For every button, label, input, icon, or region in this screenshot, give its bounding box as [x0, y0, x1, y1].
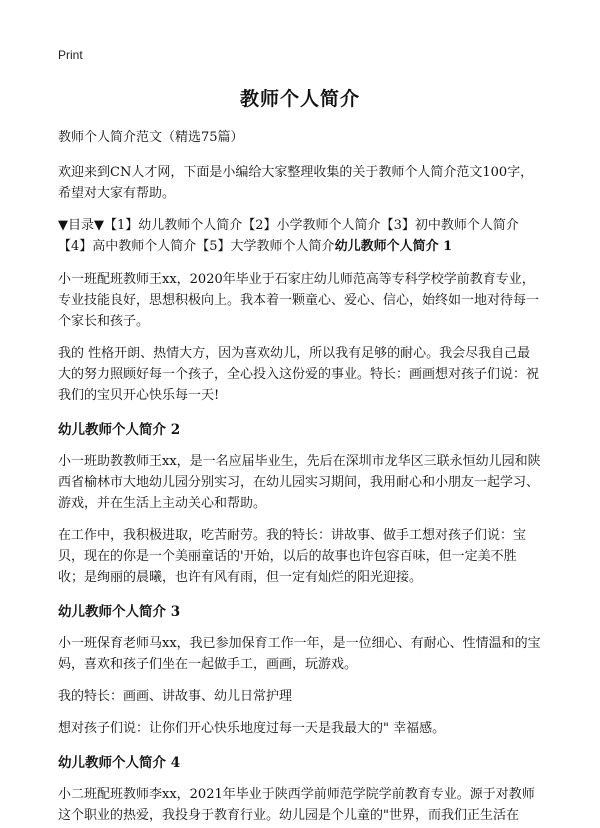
toc-item-2[interactable]: 【2】小学教师个人简介 — [242, 218, 381, 233]
intro-paragraph: 欢迎来到CN人才网，下面是小编给大家整理收集的关于教师个人简介范文100字，希望对大家有帮助。 — [58, 165, 534, 201]
section4-paragraph-1: 小二班配班教师李xx，2021年毕业于陕西学前师范学院学前教育专业。源于对教师这个职业的热爱，我投身于教育行业。幼儿园是个儿童的"世界，而我们正生活在 — [58, 787, 535, 823]
section3-paragraph-1: 小一班保育老师马xx，我已参加保育工作一年，是一位细心、有耐心、性情温和的宝妈，喜欢和孩子们坐在一起做手工，画画，玩游戏。 — [58, 636, 541, 672]
toc-item-4[interactable]: 【4】高中教师个人简介 — [58, 239, 197, 254]
toc-item-5[interactable]: 【5】大学教师个人简介 — [196, 239, 335, 254]
toc-item-3[interactable]: 【3】初中教师个人简介 — [380, 218, 519, 233]
section3-paragraph-3: 想对孩子们说：让你们开心快乐地度过每一天是我最大的" 幸福感。 — [58, 721, 446, 736]
section2-paragraph-2: 在工作中，我积极进取，吃苦耐劳。我的特长：讲故事、做手工想对孩子们说：宝贝，现在的你是一个美丽童话的'开始，以后的故事也许包容百味，但一定美不胜收；是绚丽的晨曦，也许有风有雨，但一定有灿烂的阳光迎接。 — [58, 528, 527, 585]
section-heading-3: 幼儿教师个人简介 3 — [58, 604, 181, 620]
section1-paragraph-1: 小一班配班教师王xx，2020年毕业于石家庄幼儿师范高等专科学校学前教育专业，专业技能良好，思想积极向上。我本着一颗童心、爱心、信心，始终如一地对待每一个家长和孩子。 — [58, 272, 540, 329]
section2-paragraph-1: 小一班助教教师王xx，是一名应届毕业生，先后在深圳市龙华区三联永恒幼儿园和陕西省榆林市大地幼儿园分别实习，在幼儿园实习期间，我用耐心和小朋友一起学习、游戏，并在生活上主动关心和帮助。 — [58, 454, 541, 511]
section3-paragraph-2: 我的特长：画画、讲故事、幼儿日常护理 — [58, 689, 293, 704]
toc-prefix: ▼目录▼ — [58, 218, 104, 233]
print-link[interactable]: Print — [58, 48, 83, 62]
section-heading-2: 幼儿教师个人简介 2 — [58, 422, 181, 438]
section-heading-1: 幼儿教师个人简介 1 — [334, 239, 453, 254]
section-heading-4: 幼儿教师个人简介 4 — [58, 755, 181, 771]
page-title: 教师个人简介 — [239, 88, 360, 110]
section1-paragraph-2: 我的 性格开朗、热情大方，因为喜欢幼儿，所以我有足够的耐心。我会尽我自己最大的努力照顾好每一个孩子，全心投入这份爱的事业。特长：画画想对孩子们说：祝我们的宝贝开心快乐每一天! — [58, 346, 540, 403]
toc-item-1[interactable]: 【1】幼儿教师个人简介 — [104, 218, 243, 233]
subtitle: 教师个人简介范文（精选75篇） — [58, 130, 244, 145]
table-of-contents — [58, 215, 542, 257]
